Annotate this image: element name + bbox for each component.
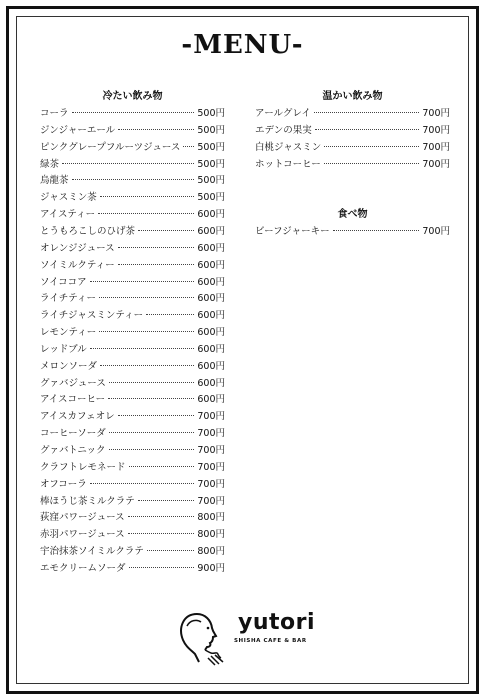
dot-leader [183, 146, 194, 147]
menu-item-price: 700円 [422, 226, 450, 237]
menu-item-name: 白桃ジャスミン [255, 141, 322, 153]
menu-item [40, 107, 225, 121]
menu-item-name: ピンクグレープフルーツジュース [40, 141, 181, 153]
menu-item [40, 174, 225, 188]
menu-item [40, 545, 225, 559]
dot-leader [90, 483, 195, 484]
cold-drinks-heading: 冷たい飲み物 [102, 91, 163, 102]
menu-item [40, 309, 225, 323]
menu-item-name: グァバトニック [40, 445, 106, 456]
menu-item-name: グァバジュース [40, 377, 106, 389]
menu-item-price: 600円 [197, 360, 225, 372]
menu-item-price: 600円 [197, 209, 225, 221]
menu-item [40, 495, 225, 509]
dot-leader [138, 230, 194, 231]
menu-item-price: 700円 [197, 461, 225, 473]
dot-leader [138, 500, 195, 501]
menu-item-price: 600円 [197, 327, 225, 339]
menu-item-price: 500円 [197, 141, 225, 153]
dot-leader [147, 550, 195, 551]
dot-leader [90, 281, 195, 282]
menu-item [40, 377, 225, 391]
menu-item [255, 141, 450, 155]
menu-item-price: 600円 [197, 276, 225, 288]
dot-leader [108, 398, 194, 399]
dot-leader [324, 163, 420, 164]
dot-leader [109, 382, 195, 383]
menu-item-price: 700円 [422, 141, 450, 153]
dot-leader [118, 415, 195, 416]
menu-item-name: コーラ [40, 108, 69, 119]
dot-leader [72, 179, 195, 180]
menu-item-name: 宇治抹茶ソイミルクラテ [40, 546, 144, 558]
dot-leader [324, 146, 419, 147]
menu-item-name: ソイココア [40, 276, 87, 288]
dot-leader [98, 213, 194, 214]
menu-item [40, 410, 225, 424]
menu-item-name: クラフトレモネード [40, 461, 126, 473]
menu-item [40, 225, 225, 239]
dot-leader [128, 516, 195, 517]
menu-item [40, 158, 225, 172]
dot-leader [100, 365, 194, 366]
menu-item-price: 700円 [197, 478, 225, 490]
dot-leader [100, 196, 195, 197]
menu-item-name: ビーフジャーキー [255, 226, 330, 237]
menu-item [40, 528, 225, 542]
menu-item [40, 562, 225, 576]
menu-item-price: 900円 [197, 562, 225, 574]
menu-item-name: エモクリームソーダ [40, 562, 126, 574]
menu-item-name: レッドブル [40, 343, 87, 355]
menu-item-name: エデンの果実 [255, 124, 312, 136]
menu-item-name: ライチジャスミンティー [40, 310, 144, 322]
dot-leader [99, 297, 194, 298]
menu-item [255, 107, 450, 121]
dot-leader [333, 230, 420, 231]
menu-item-price: 600円 [197, 225, 225, 237]
menu-item [40, 242, 225, 256]
dot-leader [314, 112, 419, 113]
menu-item-name: ホットコーヒー [255, 158, 321, 170]
menu-item [40, 343, 225, 357]
menu-item [40, 208, 225, 222]
menu-item-name: アールグレイ [255, 108, 311, 119]
menu-item-name: アイスティー [40, 209, 96, 221]
menu-item-name: オレンジジュース [40, 242, 115, 254]
logo-subtitle: SHISHA CAFE & BAR [234, 638, 307, 644]
menu-item [40, 360, 225, 374]
menu-item [40, 461, 225, 475]
menu-item-price: 600円 [197, 242, 225, 254]
dot-leader [118, 247, 195, 248]
menu-item [40, 511, 225, 525]
menu-item-price: 700円 [422, 158, 450, 170]
menu-item-name: ジャスミン茶 [40, 192, 97, 204]
menu-title: -MENU- [181, 30, 304, 60]
menu-item [255, 225, 450, 239]
menu-item-name: 荻窪パワージュース [40, 512, 125, 524]
menu-item-name: ジンジャーエール [40, 124, 116, 136]
dot-leader [109, 449, 195, 450]
dot-leader [128, 533, 195, 534]
menu-item-price: 700円 [422, 124, 450, 136]
dot-leader [90, 348, 195, 349]
menu-item-name: 烏龍茶 [40, 175, 69, 187]
menu-item [255, 158, 450, 172]
logo-name: yutori [238, 610, 316, 635]
menu-item-name: ソイミルクティー [40, 259, 115, 271]
dot-leader [129, 466, 195, 467]
menu-item [40, 124, 225, 138]
dot-leader [146, 314, 194, 315]
menu-item [40, 141, 225, 155]
menu-item-name: コーヒーソーダ [40, 428, 106, 440]
menu-item-price: 700円 [197, 411, 225, 423]
menu-item-price: 600円 [197, 259, 225, 271]
menu-item-name: オフコーラ [40, 478, 87, 490]
menu-item [40, 393, 225, 407]
menu-item-price: 800円 [197, 546, 225, 558]
dot-leader [315, 129, 420, 130]
menu-item-price: 500円 [197, 175, 225, 187]
menu-item-price: 700円 [422, 108, 450, 119]
menu-item-price: 800円 [197, 512, 225, 524]
menu-item-name: 赤羽パワージュース [40, 529, 125, 541]
dot-leader [118, 264, 195, 265]
menu-item-price: 800円 [197, 529, 225, 541]
menu-item-price: 500円 [197, 124, 225, 136]
menu-item [40, 191, 225, 205]
menu-item-name: レモンティー [40, 327, 97, 339]
dot-leader [109, 432, 195, 433]
menu-item-price: 600円 [197, 310, 225, 322]
hot-drinks-heading: 温かい飲み物 [322, 91, 383, 102]
dot-leader [118, 129, 194, 130]
dot-leader [62, 163, 194, 164]
menu-item-price: 700円 [197, 445, 225, 456]
menu-item-price: 600円 [197, 377, 225, 389]
menu-item [40, 326, 225, 340]
menu-item-name: メロンソーダ [40, 360, 98, 372]
menu-item-name: とうもろこしのひげ茶 [40, 225, 136, 237]
menu-item [255, 124, 450, 138]
menu-item-price: 700円 [197, 428, 225, 440]
dot-leader [99, 331, 194, 332]
menu-item [40, 292, 225, 306]
menu-item-price: 600円 [197, 343, 225, 355]
food-heading: 食べ物 [337, 209, 368, 220]
menu-item-price: 700円 [197, 495, 225, 507]
menu-item-name: 棒ほうじ茶ミルクラテ [40, 495, 135, 507]
menu-item-name: ライチティー [40, 293, 96, 305]
menu-item-price: 500円 [197, 192, 225, 204]
menu-item-price: 600円 [197, 293, 225, 305]
menu-item-name: アイスコーヒー [40, 394, 106, 406]
menu-item [40, 427, 225, 441]
menu-item-price: 500円 [197, 108, 225, 119]
menu-item-name: アイスカフェオレ [40, 411, 115, 423]
menu-item-price: 600円 [197, 394, 225, 406]
dot-leader [72, 112, 195, 113]
menu-item [40, 444, 225, 458]
menu-item [40, 259, 225, 273]
menu-item-price: 500円 [197, 158, 225, 170]
menu-item [40, 276, 225, 290]
menu-item-name: 緑茶 [40, 158, 60, 170]
menu-item [40, 478, 225, 492]
dot-leader [129, 567, 195, 568]
